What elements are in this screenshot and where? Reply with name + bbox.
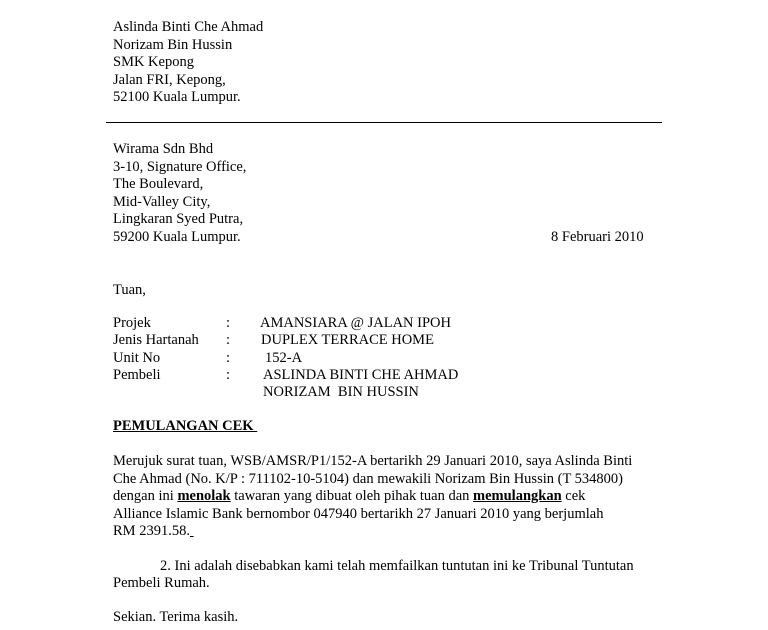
detail-colon: : xyxy=(226,332,231,348)
detail-value-projek: AMANSIARA @ JALAN IPOH xyxy=(260,315,451,331)
sender-line-1: Aslinda Binti Che Ahmad xyxy=(113,19,264,35)
detail-label-pembeli: Pembeli xyxy=(113,367,161,383)
horizontal-divider xyxy=(106,122,662,123)
body-p2-line-2: Pembeli Rumah. xyxy=(113,575,210,591)
body-line-2: Che Ahmad (No. K/P : 711102-10-5104) dan mewakili Norizam Bin Hussin (T 534800) xyxy=(113,471,623,487)
closing-text: Sekian. Terima kasih. xyxy=(113,609,239,625)
detail-colon: : xyxy=(226,315,231,331)
recipient-line-5: Lingkaran Syed Putra, xyxy=(113,211,244,227)
trailing-underline xyxy=(190,523,194,539)
body-line-1: Merujuk surat tuan, WSB/AMSR/P1/152-A bertarikh 29 Januari 2010, saya Aslinda Binti xyxy=(113,453,633,469)
detail-value-jenis-hartanah: DUPLEX TERRACE HOME xyxy=(261,332,434,348)
recipient-line-6: 59200 Kuala Lumpur. xyxy=(113,229,241,245)
body-text: dengan ini xyxy=(113,488,178,504)
body-p2-line-1: 2. Ini adalah disebabkan kami telah memfailkan tuntutan ini ke Tribunal Tuntutan xyxy=(160,558,634,574)
detail-label-jenis-hartanah: Jenis Hartanah xyxy=(113,332,199,348)
detail-value-pembeli: ASLINDA BINTI CHE AHMAD xyxy=(263,367,459,383)
subject-text: PEMULANGAN CEK xyxy=(113,418,258,434)
emphasis-memulangkan: memulangkan xyxy=(473,488,562,504)
salutation: Tuan, xyxy=(113,282,146,298)
detail-colon: : xyxy=(226,350,231,366)
body-amount: RM 2391.58. xyxy=(113,523,190,539)
body-text: cek xyxy=(561,488,586,504)
detail-value-pembeli-2: NORIZAM BIN HUSSIN xyxy=(263,384,419,400)
recipient-line-3: The Boulevard, xyxy=(113,176,204,192)
sender-line-4: Jalan FRI, Kepong, xyxy=(113,72,226,88)
sender-line-5: 52100 Kuala Lumpur. xyxy=(113,89,241,105)
sender-line-2: Norizam Bin Hussin xyxy=(113,37,233,53)
body-line-5 xyxy=(113,523,194,540)
detail-colon: : xyxy=(226,367,231,383)
recipient-line-1: Wirama Sdn Bhd xyxy=(113,141,214,157)
body-line-3 xyxy=(113,488,585,505)
body-text: tawaran yang dibuat oleh pihak tuan dan xyxy=(230,488,474,504)
subject-heading xyxy=(113,418,257,435)
detail-label-projek: Projek xyxy=(113,315,151,331)
detail-label-unit-no: Unit No xyxy=(113,350,161,366)
emphasis-menolak: menolak xyxy=(177,488,231,504)
recipient-line-4: Mid-Valley City, xyxy=(113,194,211,210)
detail-value-unit-no: 152-A xyxy=(265,350,303,366)
letter-date: 8 Februari 2010 xyxy=(551,229,644,245)
body-line-4: Alliance Islamic Bank bernombor 047940 bertarikh 27 Januari 2010 yang berjumlah xyxy=(113,506,604,522)
recipient-line-2: 3-10, Signature Office, xyxy=(113,159,247,175)
sender-line-3: SMK Kepong xyxy=(113,54,194,70)
